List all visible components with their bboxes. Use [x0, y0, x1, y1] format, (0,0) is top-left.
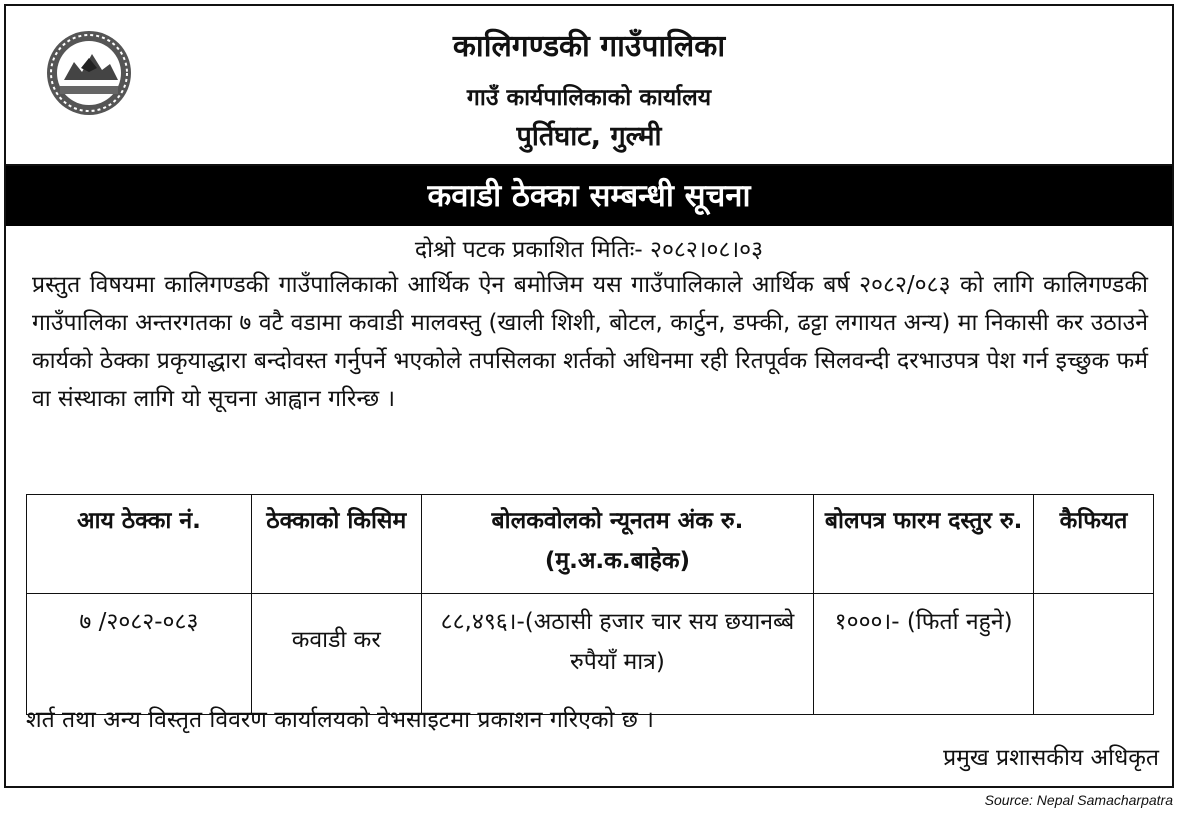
municipality-name: कालिगण्डकी गाउँपालिका [452, 29, 726, 64]
contract-type: कवाडी कर [251, 594, 421, 715]
minimum-bid: ८८,४९६।-(अठासी हजार चार सय छयानब्बे रुपैयाँ मात्र) [421, 594, 814, 715]
column-header: कैफियत [1034, 495, 1154, 594]
column-header: आय ठेक्का नं. [27, 495, 252, 594]
table-header-row [27, 495, 1154, 594]
contract-table [26, 494, 1154, 715]
column-header: बोलपत्र फारम दस्तुर रु. [814, 495, 1034, 594]
footer-note: शर्त तथा अन्य विस्तृत विवरण कार्यालयको वेभसाइटमा प्रकाशन गरिएको छ । [26, 707, 654, 733]
notice-banner: कवाडी ठेक्का सम्बन्धी सूचना [6, 166, 1172, 226]
notice-body: प्रस्तुत विषयमा कालिगण्डकी गाउँपालिकाको आर्थिक ऐन बमोजिम यस गाउँपालिकाले आर्थिक बर्ष २०८२/०८३ को लागि कालिगण्डकी गाउँपालिका अन्तरगतका ७ वटै वडामा कवाडी मालवस्तु (खाली शिशी, बोटल, कार्टुन, डफ्की, ढट्टा लगायत अन्य) मा निकासी कर उठाउने कार्यको ठेक्का प्रकृयाद्धारा बन्दोवस्त गर्नुपर्ने भएकोले तपसिलका शर्तको अधिनमा रही रितपूर्वक सिलवन्दी दरभाउपत्र पेश गर्न इच्छुक फर्म वा संस्थाका लागि यो सूचना आह्वान गरिन्छ । [32, 272, 1148, 412]
source-credit: Source: Nepal Samacharpatra [984, 792, 1173, 808]
table-row [27, 594, 1154, 715]
column-header: ठेक्काको किसिम [251, 495, 421, 594]
signature: प्रमुख प्रशासकीय अधिकृत [943, 745, 1159, 771]
publish-date: दोश्रो पटक प्रकाशित मितिः- २०८२।०८।०३ [414, 237, 764, 263]
remarks [1034, 594, 1154, 715]
office-name: गाउँ कार्यपालिकाको कार्यालय [466, 85, 712, 111]
office-location: पुर्तिघाट, गुल्मी [516, 121, 662, 152]
notice-header [6, 6, 1172, 166]
column-header: बोलकवोलको न्यूनतम अंक रु. (मु.अ.क.बाहेक) [421, 495, 814, 594]
form-fee: १०००।- (फिर्ता नहुने) [814, 594, 1034, 715]
contract-number: ७ /२०८२-०८३ [27, 594, 252, 715]
